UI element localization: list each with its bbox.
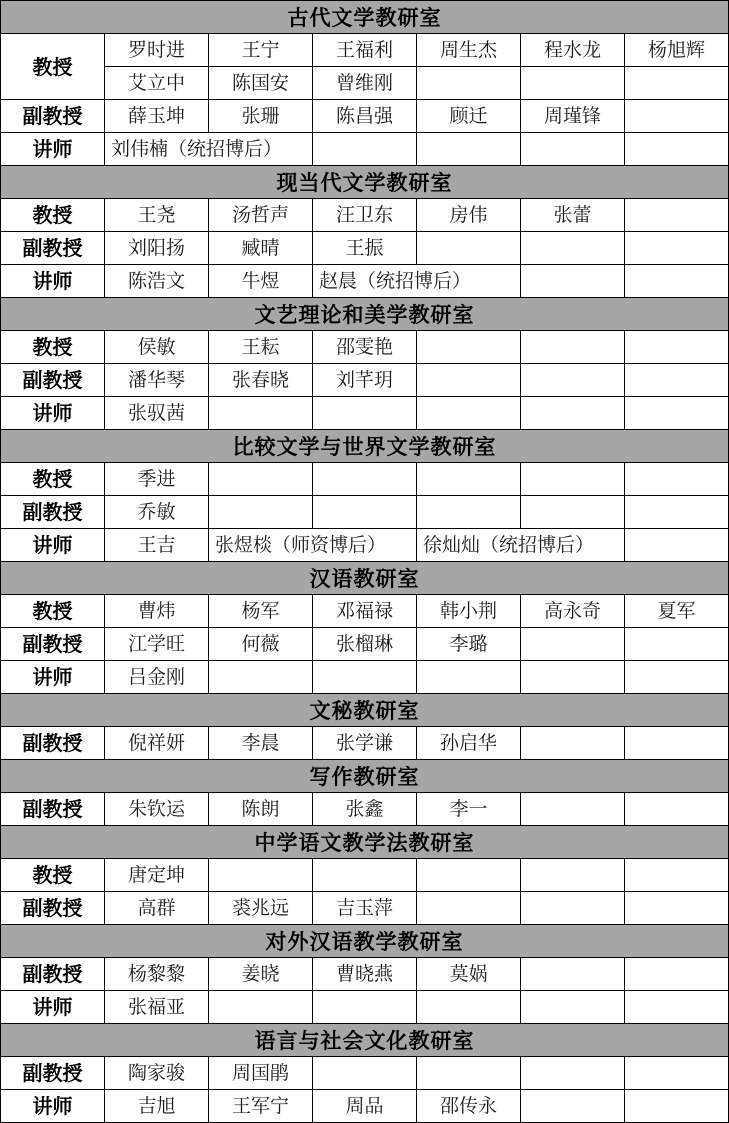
faculty-name-cell: 曹晓燕 (313, 958, 417, 991)
empty-cell (313, 991, 417, 1024)
empty-cell (417, 463, 521, 496)
faculty-name-cell: 陈朗 (209, 793, 313, 826)
faculty-name-cell: 朱钦运 (105, 793, 209, 826)
rank-label: 讲师 (1, 265, 105, 298)
empty-cell (209, 463, 313, 496)
table-row (1, 1057, 729, 1090)
faculty-name-cell: 陈浩文 (105, 265, 209, 298)
faculty-name-cell: 杨军 (209, 595, 313, 628)
faculty-name-cell: 刘芊玥 (313, 364, 417, 397)
empty-cell (521, 1057, 625, 1090)
faculty-name-cell: 李一 (417, 793, 521, 826)
empty-cell (625, 529, 729, 562)
faculty-name-cell: 吉玉萍 (313, 892, 417, 925)
empty-cell (313, 133, 417, 166)
rank-label: 教授 (1, 859, 105, 892)
section-header-row (1, 1, 729, 34)
rank-label: 副教授 (1, 364, 105, 397)
faculty-name-cell: 汤哲声 (209, 199, 313, 232)
section-header-row (1, 166, 729, 199)
faculty-name-cell: 程水龙 (521, 34, 625, 67)
empty-cell (417, 859, 521, 892)
faculty-name-cell: 陶家骏 (105, 1057, 209, 1090)
table-row (1, 232, 729, 265)
faculty-name-cell: 王宁 (209, 34, 313, 67)
faculty-name-cell: 张煜棪（师资博后） (209, 529, 417, 562)
faculty-name-cell: 高群 (105, 892, 209, 925)
section-header-row (1, 760, 729, 793)
faculty-name-cell: 张驭茜 (105, 397, 209, 430)
empty-cell (521, 661, 625, 694)
table-row (1, 199, 729, 232)
empty-cell (417, 331, 521, 364)
section-header-row (1, 694, 729, 727)
table-row (1, 793, 729, 826)
rank-label: 副教授 (1, 1057, 105, 1090)
faculty-name-cell: 季进 (105, 463, 209, 496)
table-row (1, 892, 729, 925)
empty-cell (313, 496, 417, 529)
rank-label: 讲师 (1, 1090, 105, 1123)
table-row (1, 991, 729, 1024)
faculty-name-cell: 夏军 (625, 595, 729, 628)
section-header-row (1, 826, 729, 859)
faculty-name-cell: 张春晓 (209, 364, 313, 397)
section-title: 对外汉语教学教研室 (1, 925, 729, 958)
rank-label: 教授 (1, 595, 105, 628)
section-header-row (1, 298, 729, 331)
empty-cell (313, 463, 417, 496)
empty-cell (625, 859, 729, 892)
empty-cell (521, 67, 625, 100)
faculty-name-cell: 李璐 (417, 628, 521, 661)
empty-cell (625, 463, 729, 496)
empty-cell (417, 1057, 521, 1090)
rank-label: 讲师 (1, 529, 105, 562)
empty-cell (625, 727, 729, 760)
faculty-name-cell: 徐灿灿（统招博后） (417, 529, 625, 562)
faculty-name-cell: 薛玉坤 (105, 100, 209, 133)
rank-label: 教授 (1, 34, 105, 100)
faculty-name-cell: 艾立中 (105, 67, 209, 100)
empty-cell (521, 991, 625, 1024)
faculty-name-cell: 李晨 (209, 727, 313, 760)
faculty-name-cell: 张蕾 (521, 199, 625, 232)
faculty-name-cell: 顾迁 (417, 100, 521, 133)
table-row (1, 34, 729, 67)
faculty-name-cell: 周生杰 (417, 34, 521, 67)
faculty-name-cell: 王尧 (105, 199, 209, 232)
empty-cell (209, 859, 313, 892)
faculty-name-cell: 倪祥妍 (105, 727, 209, 760)
section-title: 中学语文教学法教研室 (1, 826, 729, 859)
empty-cell (417, 397, 521, 430)
faculty-name-cell: 何薇 (209, 628, 313, 661)
empty-cell (521, 496, 625, 529)
faculty-name-cell: 吉旭 (105, 1090, 209, 1123)
table-row (1, 727, 729, 760)
empty-cell (625, 628, 729, 661)
rank-label: 副教授 (1, 793, 105, 826)
empty-cell (417, 67, 521, 100)
table-row (1, 595, 729, 628)
empty-cell (209, 991, 313, 1024)
faculty-name-cell: 莫娲 (417, 958, 521, 991)
section-title: 语言与社会文化教研室 (1, 1024, 729, 1057)
rank-label: 教授 (1, 199, 105, 232)
faculty-name-cell: 牛煜 (209, 265, 313, 298)
section-title: 写作教研室 (1, 760, 729, 793)
faculty-name-cell: 邵传永 (417, 1090, 521, 1123)
table-row (1, 265, 729, 298)
table-row (1, 67, 729, 100)
empty-cell (625, 496, 729, 529)
rank-label: 副教授 (1, 892, 105, 925)
faculty-name-cell: 乔敏 (105, 496, 209, 529)
section-title: 古代文学教研室 (1, 1, 729, 34)
empty-cell (521, 232, 625, 265)
empty-cell (625, 793, 729, 826)
faculty-name-cell: 周瑾锋 (521, 100, 625, 133)
empty-cell (521, 892, 625, 925)
faculty-name-cell: 王福利 (313, 34, 417, 67)
empty-cell (521, 331, 625, 364)
rank-label: 讲师 (1, 133, 105, 166)
empty-cell (417, 991, 521, 1024)
rank-label: 副教授 (1, 496, 105, 529)
empty-cell (521, 793, 625, 826)
empty-cell (521, 859, 625, 892)
faculty-name-cell: 王吉 (105, 529, 209, 562)
faculty-name-cell: 张鑫 (313, 793, 417, 826)
empty-cell (521, 727, 625, 760)
empty-cell (417, 892, 521, 925)
empty-cell (625, 331, 729, 364)
table-row (1, 463, 729, 496)
empty-cell (625, 1090, 729, 1123)
faculty-name-cell: 吕金刚 (105, 661, 209, 694)
empty-cell (521, 1090, 625, 1123)
empty-cell (625, 67, 729, 100)
rank-label: 副教授 (1, 727, 105, 760)
section-header-row (1, 925, 729, 958)
section-title: 比较文学与世界文学教研室 (1, 430, 729, 463)
empty-cell (625, 232, 729, 265)
empty-cell (417, 232, 521, 265)
empty-cell (313, 397, 417, 430)
rank-label: 副教授 (1, 100, 105, 133)
empty-cell (417, 496, 521, 529)
empty-cell (625, 661, 729, 694)
empty-cell (625, 892, 729, 925)
faculty-name-cell: 曹炜 (105, 595, 209, 628)
faculty-name-cell: 邓福禄 (313, 595, 417, 628)
section-title: 现当代文学教研室 (1, 166, 729, 199)
empty-cell (625, 265, 729, 298)
table-row (1, 331, 729, 364)
faculty-name-cell: 杨旭辉 (625, 34, 729, 67)
faculty-name-cell: 周国鹃 (209, 1057, 313, 1090)
table-row (1, 133, 729, 166)
faculty-name-cell: 江学旺 (105, 628, 209, 661)
table-row (1, 364, 729, 397)
faculty-name-cell: 王军宁 (209, 1090, 313, 1123)
faculty-name-cell: 高永奇 (521, 595, 625, 628)
faculty-name-cell: 赵晨（统招博后） (313, 265, 521, 298)
section-title: 文秘教研室 (1, 694, 729, 727)
empty-cell (521, 397, 625, 430)
faculty-name-cell: 韩小荆 (417, 595, 521, 628)
faculty-name-cell: 张珊 (209, 100, 313, 133)
table-row (1, 100, 729, 133)
empty-cell (417, 133, 521, 166)
empty-cell (209, 397, 313, 430)
section-title: 汉语教研室 (1, 562, 729, 595)
empty-cell (625, 364, 729, 397)
faculty-name-cell: 王耘 (209, 331, 313, 364)
faculty-name-cell: 姜晓 (209, 958, 313, 991)
empty-cell (625, 397, 729, 430)
empty-cell (625, 100, 729, 133)
section-header-row (1, 1024, 729, 1057)
faculty-name-cell: 侯敏 (105, 331, 209, 364)
table-row (1, 529, 729, 562)
empty-cell (209, 496, 313, 529)
faculty-name-cell: 张榴琳 (313, 628, 417, 661)
rank-label: 副教授 (1, 232, 105, 265)
faculty-name-cell: 陈昌强 (313, 100, 417, 133)
empty-cell (625, 1057, 729, 1090)
table-row (1, 397, 729, 430)
empty-cell (521, 463, 625, 496)
empty-cell (521, 265, 625, 298)
table-row (1, 628, 729, 661)
faculty-name-cell: 杨黎黎 (105, 958, 209, 991)
faculty-name-cell: 臧晴 (209, 232, 313, 265)
faculty-name-cell: 房伟 (417, 199, 521, 232)
faculty-name-cell: 刘阳扬 (105, 232, 209, 265)
faculty-name-cell: 曾维刚 (313, 67, 417, 100)
table-row (1, 859, 729, 892)
empty-cell (417, 661, 521, 694)
faculty-name-cell: 潘华琴 (105, 364, 209, 397)
empty-cell (313, 859, 417, 892)
section-header-row (1, 430, 729, 463)
table-row (1, 1090, 729, 1123)
faculty-name-cell: 刘伟楠（统招博后） (105, 133, 313, 166)
empty-cell (521, 133, 625, 166)
empty-cell (625, 958, 729, 991)
empty-cell (625, 133, 729, 166)
faculty-name-cell: 唐定坤 (105, 859, 209, 892)
empty-cell (521, 958, 625, 991)
rank-label: 讲师 (1, 991, 105, 1024)
faculty-name-cell: 裘兆远 (209, 892, 313, 925)
empty-cell (209, 661, 313, 694)
faculty-name-cell: 陈国安 (209, 67, 313, 100)
faculty-name-cell: 张福亚 (105, 991, 209, 1024)
faculty-name-cell: 王振 (313, 232, 417, 265)
rank-label: 副教授 (1, 958, 105, 991)
section-header-row (1, 562, 729, 595)
rank-label: 教授 (1, 463, 105, 496)
faculty-name-cell: 邵雯艳 (313, 331, 417, 364)
table-row (1, 661, 729, 694)
empty-cell (625, 991, 729, 1024)
empty-cell (313, 1057, 417, 1090)
faculty-name-cell: 汪卫东 (313, 199, 417, 232)
faculty-name-cell: 张学谦 (313, 727, 417, 760)
empty-cell (417, 364, 521, 397)
rank-label: 副教授 (1, 628, 105, 661)
faculty-name-cell: 罗时进 (105, 34, 209, 67)
empty-cell (313, 661, 417, 694)
table-row (1, 496, 729, 529)
rank-label: 讲师 (1, 661, 105, 694)
rank-label: 讲师 (1, 397, 105, 430)
empty-cell (521, 364, 625, 397)
empty-cell (625, 199, 729, 232)
faculty-name-cell: 孙启华 (417, 727, 521, 760)
table-row (1, 958, 729, 991)
faculty-name-cell: 周品 (313, 1090, 417, 1123)
empty-cell (521, 628, 625, 661)
rank-label: 教授 (1, 331, 105, 364)
section-title: 文艺理论和美学教研室 (1, 298, 729, 331)
